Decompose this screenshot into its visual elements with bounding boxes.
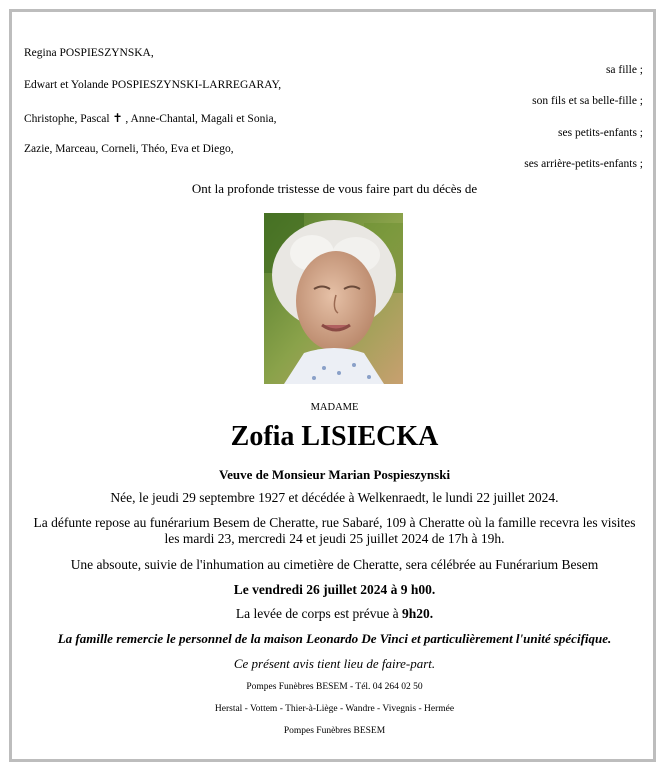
family-relation-2: son fils et sa belle-fille ; (532, 95, 643, 107)
portrait-photo (264, 213, 403, 384)
birth-death: Née, le jeudi 29 septembre 1927 et décédée à Welkenraedt, le lundi 22 juillet 2024. (110, 490, 559, 505)
cross-icon: ✝ (112, 111, 123, 125)
levee-line (0, 606, 669, 622)
family-line-3 (24, 111, 277, 125)
thanks: La famille remercie le personnel de la maison Leonardo De Vinci et particulièrement l'unité spécifique. (57, 631, 612, 646)
notice: Ce présent avis tient lieu de faire-part. (233, 656, 436, 671)
deceased-name: Zofia LISIECKA (230, 421, 439, 452)
family-relation-1: sa fille ; (605, 64, 643, 76)
honorific: MADAME (310, 402, 359, 413)
repose-line-2: les mardi 23, mercredi 24 et jeudi 25 juillet 2024 de 17h à 19h. (164, 531, 505, 546)
ceremony-date: Le vendredi 26 juillet 2024 à 9 h00. (233, 582, 436, 597)
footer-line-2: Herstal - Vottem - Thier-à-Liège - Wandre - Vivegnis - Hermée (214, 704, 455, 714)
footer-line-3: Pompes Funèbres BESEM (283, 726, 386, 736)
family-line-3-prefix: Christophe, Pascal (24, 113, 110, 125)
family-relation-4: ses arrière-petits-enfants ; (524, 158, 643, 170)
family-line-4: Zazie, Marceau, Corneli, Théo, Eva et Diego, (24, 143, 234, 155)
announcement: Ont la profonde tristesse de vous faire part du décès de (191, 181, 478, 196)
levee-time: 9h20. (401, 606, 434, 621)
family-line-2: Edwart et Yolande POSPIESZYNSKI-LARREGARAY, (24, 79, 282, 91)
widow-of: Veuve de Monsieur Marian Pospieszynski (218, 467, 451, 482)
family-line-1: Regina POSPIESZYNSKA, (24, 47, 154, 59)
absoute: Une absoute, suivie de l'inhumation au cimetière de Cheratte, sera célébrée au Funérarium Besem (70, 557, 599, 572)
levee-prefix: La levée de corps est prévue à (235, 606, 402, 621)
family-relation-3: ses petits-enfants ; (558, 127, 643, 139)
repose-line-1: La défunte repose au funérarium Besem de Cheratte, rue Sabaré, 109 à Cheratte où la famille recevra les visites (33, 515, 636, 530)
family-line-3-suffix: , Anne-Chantal, Magali et Sonia, (122, 113, 277, 125)
footer-line-1: Pompes Funèbres BESEM - Tél. 04 264 02 50 (246, 682, 423, 692)
